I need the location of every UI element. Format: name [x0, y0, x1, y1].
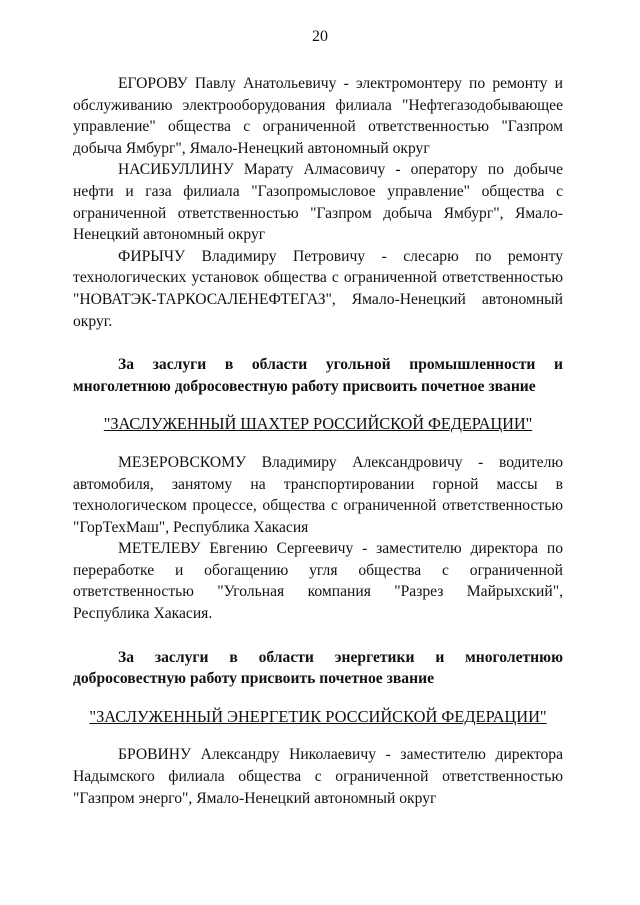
honorary-title-energy: "ЗАСЛУЖЕННЫЙ ЭНЕРГЕТИК РОССИЙСКОЙ ФЕДЕРАЦИИ" — [89, 706, 547, 726]
section-heading-energy: За заслуги в области энергетики и многолетнюю добросовестную работу присвоить почетное звание — [73, 648, 563, 688]
award-entry-brovin: БРОВИНУ Александру Николаевичу - заместителю директора Надымского филиала общества с ограниченной ответственностью "Газпром энерго", Ямало-Ненецкий автономный округ — [73, 746, 563, 807]
award-entry-metelev: МЕТЕЛЕВУ Евгению Сергеевичу - заместителю директора по переработке и обогащению угля общества с ограниченной ответственностью "Угольная компания "Разрез Майрыхский", Республика Хакасия. — [73, 540, 563, 623]
honorary-title-miner: "ЗАСЛУЖЕННЫЙ ШАХТЕР РОССИЙСКОЙ ФЕДЕРАЦИИ" — [103, 414, 533, 434]
award-entry-egorov: ЕГОРОВУ Павлу Анатольевичу - электромонтеру по ремонту и обслуживанию электрооборудования филиала "Нефтегазодобывающее управление" общества с ограниченной ответственностью "Газпром добыча Ямбург", Ямало-Ненецкий автономный округ — [73, 75, 563, 157]
award-entry-nasibullin: НАСИБУЛЛИНУ Марату Алмасовичу - оператору по добыче нефти и газа филиала "Газопромысловое управление" общества с ограниченной ответственностью "Газпром добыча Ямбург", Ямало-Ненецкий автономный округ — [73, 161, 563, 244]
section-heading-coal: За заслуги в области угольной промышленности и многолетнюю добросовестную работу присвоить почетное звание — [73, 356, 563, 395]
page-number: 20 — [312, 28, 328, 45]
award-entry-mezerovsky: МЕЗЕРОВСКОМУ Владимиру Александровичу - водителю автомобиля, занятому на транспортировании горной массы в технологическом процессе, общества с ограниченной ответственностью "ГорТехМаш", Республика Хакасия — [73, 453, 563, 536]
document-body — [73, 73, 563, 809]
award-entry-firych: ФИРЫЧУ Владимиру Петровичу - слесарю по ремонту технологических установок общества с ограниченной ответственностью "НОВАТЭК-ТАРКОСАЛЕНЕФТЕГАЗ", Ямало-Ненецкий автономный округ. — [73, 247, 563, 330]
